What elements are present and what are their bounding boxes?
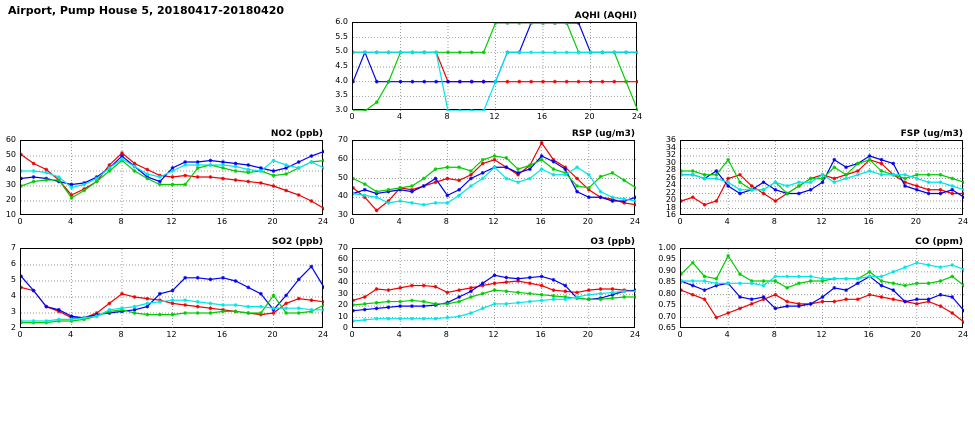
y-tick-label: 4 bbox=[10, 291, 16, 300]
x-tick-label: 0 bbox=[677, 330, 683, 339]
y-tick-label: 16 bbox=[665, 210, 676, 219]
plot-area-fsp bbox=[680, 140, 963, 215]
x-tick-label: 12 bbox=[166, 217, 177, 226]
y-tick-label: 0.80 bbox=[658, 288, 676, 298]
x-tick-label: 20 bbox=[910, 217, 921, 226]
x-tick-label: 24 bbox=[629, 217, 641, 226]
plot-area-rsp bbox=[352, 140, 635, 215]
plot-svg-co bbox=[681, 249, 964, 329]
y-tick-label: 4.0 bbox=[335, 75, 348, 85]
y-tick-label: 10 bbox=[5, 210, 16, 219]
page-title: Airport, Pump House 5, 20180417-20180420 bbox=[8, 4, 285, 17]
y-tick-label: 1.00 bbox=[658, 243, 676, 252]
y-tick-label: 2 bbox=[10, 323, 16, 332]
y-tick-label: 20 bbox=[5, 195, 16, 204]
x-tick-label: 20 bbox=[910, 330, 921, 339]
x-tick-label: 12 bbox=[816, 330, 827, 339]
x-tick-label: 0 bbox=[349, 217, 355, 226]
y-tick-label: 0.75 bbox=[658, 300, 676, 310]
y-tick-label: 30 bbox=[665, 157, 676, 167]
y-tick-label: 0.95 bbox=[658, 254, 676, 264]
y-tick-label: 6.0 bbox=[335, 17, 348, 26]
x-tick-label: 16 bbox=[536, 112, 548, 121]
plot-svg-rsp bbox=[353, 141, 636, 216]
y-tick-label: 26 bbox=[665, 172, 676, 182]
x-tick-label: 12 bbox=[489, 112, 500, 121]
x-tick-label: 4 bbox=[396, 217, 402, 226]
chart-title-no2: NO2 (ppb) bbox=[270, 129, 323, 139]
y-tick-label: 7 bbox=[10, 243, 16, 252]
y-tick-label: 3 bbox=[10, 307, 16, 316]
y-tick-label: 20 bbox=[665, 195, 676, 204]
plot-svg-no2 bbox=[21, 141, 324, 216]
y-tick-label: 0.85 bbox=[658, 277, 676, 287]
y-tick-label: 60 bbox=[337, 254, 348, 264]
y-tick-label: 50 bbox=[337, 172, 348, 182]
y-tick-label: 3.0 bbox=[335, 105, 348, 114]
y-tick-label: 40 bbox=[5, 165, 16, 174]
y-tick-label: 0 bbox=[342, 323, 348, 332]
y-tick-label: 6 bbox=[10, 259, 16, 268]
x-tick-label: 8 bbox=[118, 217, 124, 226]
x-tick-label: 12 bbox=[488, 217, 499, 226]
y-tick-label: 0.90 bbox=[658, 265, 676, 275]
chart-title-so2: SO2 (ppb) bbox=[271, 237, 323, 247]
x-tick-label: 0 bbox=[17, 217, 23, 226]
plot-area-so2 bbox=[20, 248, 323, 328]
y-tick-label: 40 bbox=[337, 277, 348, 287]
x-tick-label: 16 bbox=[216, 330, 228, 339]
y-tick-label: 70 bbox=[337, 243, 348, 252]
plot-svg-o3 bbox=[353, 249, 636, 329]
x-tick-label: 24 bbox=[629, 330, 641, 339]
plot-area-aqhi bbox=[352, 22, 637, 110]
x-tick-label: 12 bbox=[166, 330, 177, 339]
x-tick-label: 16 bbox=[863, 217, 874, 226]
y-tick-label: 70 bbox=[337, 135, 348, 144]
x-tick-label: 16 bbox=[535, 217, 546, 226]
x-tick-label: 20 bbox=[267, 330, 278, 339]
x-tick-label: 0 bbox=[349, 330, 355, 339]
x-tick-label: 20 bbox=[267, 217, 278, 226]
y-tick-label: 5.5 bbox=[335, 31, 348, 41]
x-tick-label: 8 bbox=[443, 217, 449, 226]
y-tick-label: 36 bbox=[665, 135, 676, 144]
x-tick-label: 8 bbox=[444, 112, 450, 121]
plot-area-co bbox=[680, 248, 963, 328]
plot-svg-so2 bbox=[21, 249, 324, 329]
plot-area-no2 bbox=[20, 140, 323, 215]
plot-svg-aqhi bbox=[353, 23, 638, 111]
x-tick-label: 4 bbox=[67, 217, 74, 226]
x-tick-label: 12 bbox=[816, 217, 827, 226]
x-tick-label: 8 bbox=[118, 330, 124, 339]
chart-title-aqhi: AQHI (AQHI) bbox=[574, 11, 637, 21]
x-tick-label: 4 bbox=[396, 112, 403, 121]
chart-title-co: CO (ppm) bbox=[915, 237, 963, 247]
y-tick-label: 30 bbox=[337, 288, 348, 298]
y-tick-label: 18 bbox=[665, 202, 676, 212]
y-tick-label: 10 bbox=[337, 311, 348, 321]
x-tick-label: 20 bbox=[582, 217, 593, 226]
x-tick-label: 0 bbox=[17, 330, 23, 339]
x-tick-label: 20 bbox=[584, 112, 595, 121]
plot-area-o3 bbox=[352, 248, 635, 328]
plot-svg-fsp bbox=[681, 141, 964, 216]
y-tick-label: 40 bbox=[337, 191, 348, 201]
y-tick-label: 60 bbox=[5, 135, 16, 144]
y-tick-label: 24 bbox=[665, 180, 676, 189]
y-tick-label: 28 bbox=[665, 165, 676, 174]
x-tick-label: 24 bbox=[317, 330, 329, 339]
x-tick-label: 16 bbox=[216, 217, 228, 226]
chart-title-o3: O3 (ppb) bbox=[590, 237, 635, 247]
x-tick-label: 4 bbox=[396, 330, 402, 339]
y-tick-label: 30 bbox=[5, 180, 16, 189]
y-tick-label: 30 bbox=[337, 210, 348, 219]
x-tick-label: 0 bbox=[349, 112, 355, 121]
y-tick-label: 22 bbox=[665, 187, 676, 197]
y-tick-label: 34 bbox=[665, 142, 676, 152]
x-tick-label: 8 bbox=[771, 330, 777, 339]
x-tick-label: 16 bbox=[863, 330, 874, 339]
x-tick-label: 0 bbox=[677, 217, 683, 226]
y-tick-label: 4.5 bbox=[335, 61, 348, 70]
x-tick-label: 4 bbox=[724, 217, 730, 226]
x-tick-label: 20 bbox=[582, 330, 593, 339]
y-tick-label: 5 bbox=[10, 275, 16, 284]
chart-title-fsp: FSP (ug/m3) bbox=[900, 129, 963, 139]
x-tick-label: 8 bbox=[443, 330, 449, 339]
x-tick-label: 24 bbox=[957, 330, 969, 339]
x-tick-label: 24 bbox=[957, 217, 969, 226]
x-tick-label: 16 bbox=[535, 330, 546, 339]
y-tick-label: 5.0 bbox=[335, 46, 348, 56]
x-tick-label: 24 bbox=[317, 217, 329, 226]
y-tick-label: 50 bbox=[337, 265, 348, 275]
y-tick-label: 0.70 bbox=[658, 311, 676, 321]
x-tick-label: 12 bbox=[488, 330, 499, 339]
x-tick-label: 4 bbox=[67, 330, 74, 339]
y-tick-label: 32 bbox=[665, 150, 676, 159]
y-tick-label: 20 bbox=[337, 300, 348, 310]
x-tick-label: 4 bbox=[724, 330, 730, 339]
x-tick-label: 24 bbox=[631, 112, 643, 121]
y-tick-label: 3.5 bbox=[335, 90, 348, 100]
y-tick-label: 60 bbox=[337, 153, 348, 163]
x-tick-label: 8 bbox=[771, 217, 777, 226]
y-tick-label: 0.65 bbox=[658, 323, 676, 332]
y-tick-label: 50 bbox=[5, 150, 16, 159]
chart-title-rsp: RSP (ug/m3) bbox=[571, 129, 635, 139]
